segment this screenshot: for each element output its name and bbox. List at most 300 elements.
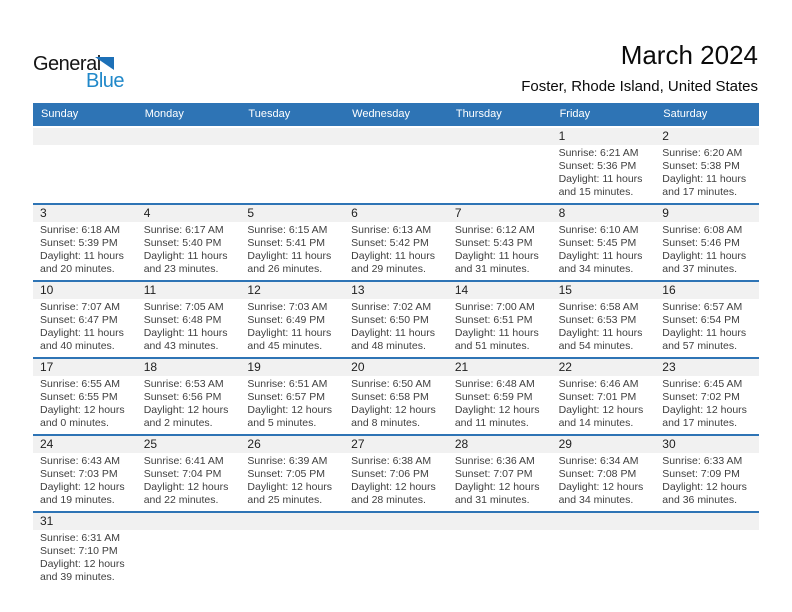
day-details <box>240 376 344 434</box>
day-details <box>137 145 241 151</box>
day-number-band <box>33 436 137 453</box>
sunset-text: Sunset: 7:09 PM <box>662 468 740 480</box>
week-row <box>33 282 759 359</box>
daylight-text-line1: Daylight: 12 hours <box>247 481 333 493</box>
sunrise-text: Sunrise: 6:39 AM <box>247 455 328 467</box>
sunrise-text: Sunrise: 6:57 AM <box>662 301 743 313</box>
sunset-text: Sunset: 6:57 PM <box>247 391 326 403</box>
day-number: 24 <box>40 437 54 451</box>
day-number: 23 <box>662 360 676 374</box>
weekday-header-saturday: Saturday <box>663 108 708 120</box>
sunset-text: Sunset: 5:36 PM <box>558 160 637 172</box>
day-details <box>137 530 241 536</box>
sunset-text: Sunset: 5:40 PM <box>143 237 222 249</box>
empty-day-cell <box>240 128 344 203</box>
empty-day-cell <box>655 513 759 588</box>
weekday-header-sunday: Sunday <box>41 108 79 120</box>
day-number: 31 <box>40 514 54 528</box>
sunset-text: Sunset: 5:39 PM <box>40 237 118 249</box>
day-number-band <box>552 359 656 376</box>
day-cell <box>33 359 137 434</box>
week-row <box>33 436 759 513</box>
day-details <box>552 453 656 511</box>
day-number-band <box>344 436 448 453</box>
sunrise-text: Sunrise: 6:46 AM <box>558 378 639 390</box>
daylight-text-line1: Daylight: 12 hours <box>662 481 747 493</box>
day-details <box>137 299 241 357</box>
day-number-band <box>448 359 552 376</box>
sunrise-text: Sunrise: 6:34 AM <box>558 455 639 467</box>
day-number: 4 <box>143 206 151 220</box>
day-cell <box>448 436 552 511</box>
daylight-text-line1: Daylight: 12 hours <box>454 481 540 493</box>
day-details <box>655 222 759 280</box>
day-details <box>344 530 448 536</box>
daylight-text-line2: and 37 minutes. <box>662 263 737 275</box>
day-cell <box>137 436 241 511</box>
day-details <box>552 145 656 203</box>
day-cell <box>33 513 137 588</box>
day-number: 10 <box>40 283 54 297</box>
day-cell <box>240 359 344 434</box>
sunset-text: Sunset: 6:50 PM <box>351 314 429 326</box>
daylight-text-line2: and 34 minutes. <box>558 494 634 506</box>
empty-day-cell <box>448 128 552 203</box>
day-number: 27 <box>351 437 365 451</box>
day-cell <box>137 359 241 434</box>
daylight-text-line1: Daylight: 12 hours <box>558 404 644 416</box>
daylight-text-line1: Daylight: 12 hours <box>558 481 644 493</box>
daylight-text-line1: Daylight: 11 hours <box>143 250 228 262</box>
week-row <box>33 128 759 205</box>
empty-day-cell <box>448 513 552 588</box>
calendar-table <box>33 103 759 588</box>
day-details <box>552 376 656 434</box>
sunrise-text: Sunrise: 6:10 AM <box>558 224 639 236</box>
day-cell <box>240 205 344 280</box>
empty-day-cell <box>344 513 448 588</box>
daylight-text-line1: Daylight: 11 hours <box>40 327 124 339</box>
day-cell <box>344 205 448 280</box>
day-details <box>137 453 241 511</box>
day-number-band <box>137 436 241 453</box>
day-number: 14 <box>454 283 469 297</box>
empty-day-cell <box>240 513 344 588</box>
empty-day-cell <box>344 128 448 203</box>
daylight-text-line2: and 20 minutes. <box>40 263 115 275</box>
day-number-band <box>137 205 241 222</box>
day-details <box>33 299 137 357</box>
week-row <box>33 359 759 436</box>
day-details <box>448 222 552 280</box>
daylight-text-line1: Daylight: 12 hours <box>351 404 436 416</box>
day-details <box>240 145 344 151</box>
day-details <box>344 376 448 434</box>
day-details <box>240 299 344 357</box>
day-number-band <box>137 128 241 145</box>
daylight-text-line2: and 29 minutes. <box>351 263 426 275</box>
empty-day-cell <box>137 128 241 203</box>
day-number-band <box>240 513 344 530</box>
sunset-text: Sunset: 7:03 PM <box>40 468 118 480</box>
day-number: 8 <box>558 206 566 220</box>
day-details <box>552 222 656 280</box>
day-number-band <box>344 128 448 145</box>
day-number: 26 <box>247 437 261 451</box>
sunrise-text: Sunrise: 6:43 AM <box>40 455 120 467</box>
daylight-text-line1: Daylight: 11 hours <box>454 250 539 262</box>
day-number-band <box>552 282 656 299</box>
day-details <box>552 530 656 536</box>
daylight-text-line1: Daylight: 11 hours <box>351 327 435 339</box>
daylight-text-line1: Daylight: 12 hours <box>247 404 333 416</box>
daylight-text-line1: Daylight: 12 hours <box>143 404 229 416</box>
day-cell <box>655 205 759 280</box>
sunrise-text: Sunrise: 6:13 AM <box>351 224 432 236</box>
sunset-text: Sunset: 7:02 PM <box>662 391 740 403</box>
sunrise-text: Sunrise: 6:21 AM <box>558 147 639 159</box>
sunrise-text: Sunrise: 6:36 AM <box>454 455 535 467</box>
sunset-text: Sunset: 6:47 PM <box>40 314 118 326</box>
sunset-text: Sunset: 6:49 PM <box>247 314 326 326</box>
day-number: 9 <box>662 206 669 220</box>
day-number: 1 <box>558 129 566 143</box>
day-details <box>655 299 759 357</box>
sunrise-text: Sunrise: 7:05 AM <box>143 301 224 313</box>
day-cell <box>33 436 137 511</box>
daylight-text-line1: Daylight: 11 hours <box>558 250 643 262</box>
day-number-band <box>448 436 552 453</box>
weekday-header-wednesday: Wednesday <box>352 108 411 120</box>
logo-text-blue: Blue <box>86 70 125 92</box>
day-cell <box>655 282 759 357</box>
day-number-band <box>240 282 344 299</box>
day-number-band <box>655 205 759 222</box>
sunset-text: Sunset: 7:08 PM <box>558 468 637 480</box>
daylight-text-line2: and 51 minutes. <box>454 340 530 352</box>
day-details <box>344 145 448 151</box>
sunrise-text: Sunrise: 6:53 AM <box>143 378 224 390</box>
day-number-band <box>655 359 759 376</box>
day-details <box>344 453 448 511</box>
day-number: 18 <box>143 360 158 374</box>
daylight-text-line2: and 0 minutes. <box>40 417 109 429</box>
logo-text-general: General <box>33 53 101 75</box>
day-details <box>240 530 344 536</box>
day-number-band <box>344 205 448 222</box>
sunrise-text: Sunrise: 6:48 AM <box>454 378 535 390</box>
day-details <box>448 376 552 434</box>
day-number-band <box>655 436 759 453</box>
page-subtitle: Foster, Rhode Island, United States <box>521 78 758 95</box>
day-number: 19 <box>247 360 261 374</box>
day-number: 30 <box>662 437 676 451</box>
daylight-text-line1: Daylight: 11 hours <box>247 250 332 262</box>
weekday-header-row <box>33 103 759 126</box>
sunrise-text: Sunrise: 6:51 AM <box>247 378 328 390</box>
sunset-text: Sunset: 6:56 PM <box>143 391 222 403</box>
daylight-text-line2: and 31 minutes. <box>454 263 530 275</box>
daylight-text-line2: and 19 minutes. <box>40 494 115 506</box>
day-number-band <box>552 128 656 145</box>
day-number-band <box>655 128 759 145</box>
daylight-text-line2: and 2 minutes. <box>143 417 213 429</box>
day-number-band <box>240 359 344 376</box>
day-number: 15 <box>558 283 572 297</box>
daylight-text-line2: and 8 minutes. <box>351 417 421 429</box>
day-number: 2 <box>662 129 669 143</box>
day-number: 5 <box>247 206 255 220</box>
day-cell <box>655 128 759 203</box>
daylight-text-line2: and 39 minutes. <box>40 571 115 583</box>
sunset-text: Sunset: 7:10 PM <box>40 545 118 557</box>
sunset-text: Sunset: 6:55 PM <box>40 391 118 403</box>
day-number: 22 <box>558 360 572 374</box>
daylight-text-line2: and 31 minutes. <box>454 494 530 506</box>
day-cell <box>552 359 656 434</box>
day-number-band <box>448 128 552 145</box>
day-details <box>240 222 344 280</box>
day-cell <box>137 205 241 280</box>
daylight-text-line2: and 5 minutes. <box>247 417 317 429</box>
day-details <box>655 376 759 434</box>
weekday-header-friday: Friday <box>559 108 591 120</box>
daylight-text-line2: and 34 minutes. <box>558 263 634 275</box>
empty-day-cell <box>137 513 241 588</box>
sunset-text: Sunset: 7:05 PM <box>247 468 326 480</box>
sunset-text: Sunset: 6:54 PM <box>662 314 740 326</box>
page-title: March 2024 <box>620 40 758 70</box>
day-cell <box>552 282 656 357</box>
sunrise-text: Sunrise: 6:17 AM <box>143 224 224 236</box>
day-number: 7 <box>454 206 462 220</box>
daylight-text-line2: and 23 minutes. <box>143 263 219 275</box>
day-number-band <box>655 282 759 299</box>
day-number-band <box>33 282 137 299</box>
day-details <box>33 530 137 588</box>
day-details <box>448 453 552 511</box>
day-number: 28 <box>454 437 469 451</box>
day-number: 6 <box>351 206 358 220</box>
day-number-band <box>137 282 241 299</box>
daylight-text-line2: and 11 minutes. <box>454 417 529 429</box>
day-number: 3 <box>40 206 47 220</box>
sunset-text: Sunset: 6:53 PM <box>558 314 637 326</box>
day-number: 25 <box>143 437 158 451</box>
day-cell <box>552 205 656 280</box>
daylight-text-line1: Daylight: 11 hours <box>143 327 228 339</box>
day-number: 17 <box>40 360 54 374</box>
day-details <box>344 222 448 280</box>
day-details <box>344 299 448 357</box>
day-number-band <box>137 359 241 376</box>
daylight-text-line2: and 57 minutes. <box>662 340 737 352</box>
daylight-text-line1: Daylight: 12 hours <box>351 481 436 493</box>
daylight-text-line1: Daylight: 11 hours <box>558 173 643 185</box>
day-number: 21 <box>454 360 469 374</box>
week-row <box>33 513 759 588</box>
sunset-text: Sunset: 7:04 PM <box>143 468 222 480</box>
daylight-text-line2: and 40 minutes. <box>40 340 115 352</box>
sunset-text: Sunset: 5:41 PM <box>247 237 326 249</box>
daylight-text-line1: Daylight: 12 hours <box>40 481 125 493</box>
sunrise-text: Sunrise: 6:33 AM <box>662 455 743 467</box>
daylight-text-line1: Daylight: 12 hours <box>143 481 229 493</box>
daylight-text-line2: and 15 minutes. <box>558 186 634 198</box>
day-number-band <box>344 513 448 530</box>
week-row <box>33 205 759 282</box>
day-details <box>552 299 656 357</box>
day-details <box>240 453 344 511</box>
day-details <box>33 145 137 151</box>
sunset-text: Sunset: 6:48 PM <box>143 314 222 326</box>
daylight-text-line2: and 36 minutes. <box>662 494 737 506</box>
daylight-text-line2: and 26 minutes. <box>247 263 323 275</box>
day-number: 12 <box>247 283 261 297</box>
daylight-text-line2: and 28 minutes. <box>351 494 426 506</box>
day-number: 13 <box>351 283 365 297</box>
sunrise-text: Sunrise: 6:12 AM <box>454 224 535 236</box>
sunset-text: Sunset: 5:38 PM <box>662 160 740 172</box>
day-number-band <box>344 359 448 376</box>
day-number-band <box>552 513 656 530</box>
sunrise-text: Sunrise: 7:07 AM <box>40 301 120 313</box>
day-number: 20 <box>351 360 365 374</box>
sunset-text: Sunset: 6:59 PM <box>454 391 533 403</box>
daylight-text-line1: Daylight: 11 hours <box>40 250 124 262</box>
day-number-band <box>552 205 656 222</box>
sunrise-text: Sunrise: 6:20 AM <box>662 147 743 159</box>
sunrise-text: Sunrise: 6:45 AM <box>662 378 743 390</box>
daylight-text-line1: Daylight: 11 hours <box>662 173 747 185</box>
sunset-text: Sunset: 7:01 PM <box>558 391 637 403</box>
daylight-text-line1: Daylight: 12 hours <box>662 404 747 416</box>
day-cell <box>655 359 759 434</box>
weekday-header-monday: Monday <box>144 108 184 120</box>
day-details <box>655 145 759 203</box>
day-cell <box>448 359 552 434</box>
day-cell <box>552 128 656 203</box>
sunset-text: Sunset: 7:06 PM <box>351 468 429 480</box>
day-number-band <box>448 205 552 222</box>
day-number: 11 <box>143 283 157 297</box>
day-details <box>448 530 552 536</box>
sunrise-text: Sunrise: 6:41 AM <box>143 455 224 467</box>
day-number-band <box>552 436 656 453</box>
daylight-text-line1: Daylight: 11 hours <box>558 327 643 339</box>
sunrise-text: Sunrise: 6:18 AM <box>40 224 120 236</box>
sunrise-text: Sunrise: 6:08 AM <box>662 224 743 236</box>
daylight-text-line1: Daylight: 12 hours <box>40 558 125 570</box>
calendar-grid <box>33 128 759 588</box>
daylight-text-line1: Daylight: 11 hours <box>351 250 435 262</box>
day-number-band <box>448 513 552 530</box>
daylight-text-line2: and 43 minutes. <box>143 340 219 352</box>
sunset-text: Sunset: 5:46 PM <box>662 237 740 249</box>
day-number-band <box>240 128 344 145</box>
day-number: 29 <box>558 437 572 451</box>
sunrise-text: Sunrise: 6:31 AM <box>40 532 120 544</box>
weekday-header-tuesday: Tuesday <box>248 108 291 120</box>
day-details <box>655 453 759 511</box>
day-number-band <box>655 513 759 530</box>
weekday-header-thursday: Thursday <box>455 108 502 120</box>
daylight-text-line2: and 17 minutes. <box>662 417 737 429</box>
sunrise-text: Sunrise: 6:15 AM <box>247 224 328 236</box>
sunrise-text: Sunrise: 6:38 AM <box>351 455 432 467</box>
day-cell <box>655 436 759 511</box>
day-cell <box>552 436 656 511</box>
daylight-text-line2: and 25 minutes. <box>247 494 323 506</box>
sunrise-text: Sunrise: 7:03 AM <box>247 301 328 313</box>
general-blue-logo <box>33 45 143 93</box>
day-cell <box>33 205 137 280</box>
day-number-band <box>344 282 448 299</box>
day-cell <box>344 436 448 511</box>
day-cell <box>240 436 344 511</box>
day-cell <box>240 282 344 357</box>
daylight-text-line2: and 17 minutes. <box>662 186 737 198</box>
daylight-text-line1: Daylight: 11 hours <box>247 327 332 339</box>
day-details <box>33 376 137 434</box>
sunrise-text: Sunrise: 7:02 AM <box>351 301 432 313</box>
daylight-text-line2: and 45 minutes. <box>247 340 323 352</box>
sunset-text: Sunset: 6:51 PM <box>454 314 533 326</box>
daylight-text-line2: and 22 minutes. <box>143 494 219 506</box>
day-number-band <box>33 513 137 530</box>
day-details <box>655 530 759 536</box>
empty-day-cell <box>33 128 137 203</box>
day-cell <box>448 205 552 280</box>
day-number-band <box>33 205 137 222</box>
day-cell <box>448 282 552 357</box>
sunrise-text: Sunrise: 6:50 AM <box>351 378 432 390</box>
sunset-text: Sunset: 5:43 PM <box>454 237 533 249</box>
sunrise-text: Sunrise: 6:58 AM <box>558 301 639 313</box>
daylight-text-line1: Daylight: 11 hours <box>662 327 747 339</box>
day-details <box>33 453 137 511</box>
daylight-text-line2: and 48 minutes. <box>351 340 426 352</box>
day-number-band <box>33 359 137 376</box>
daylight-text-line2: and 14 minutes. <box>558 417 634 429</box>
day-cell <box>137 282 241 357</box>
day-cell <box>344 359 448 434</box>
day-details <box>137 376 241 434</box>
sunrise-text: Sunrise: 6:55 AM <box>40 378 120 390</box>
day-cell <box>33 282 137 357</box>
day-number-band <box>240 205 344 222</box>
sunrise-text: Sunrise: 7:00 AM <box>454 301 535 313</box>
sunset-text: Sunset: 5:45 PM <box>558 237 637 249</box>
day-details <box>448 145 552 151</box>
daylight-text-line1: Daylight: 11 hours <box>454 327 539 339</box>
day-number-band <box>137 513 241 530</box>
day-number: 16 <box>662 283 676 297</box>
day-cell <box>344 282 448 357</box>
day-number-band <box>448 282 552 299</box>
daylight-text-line1: Daylight: 12 hours <box>40 404 125 416</box>
empty-day-cell <box>552 513 656 588</box>
day-number-band <box>33 128 137 145</box>
day-number-band <box>240 436 344 453</box>
daylight-text-line1: Daylight: 12 hours <box>454 404 540 416</box>
day-details <box>33 222 137 280</box>
daylight-text-line2: and 54 minutes. <box>558 340 634 352</box>
sunset-text: Sunset: 5:42 PM <box>351 237 429 249</box>
daylight-text-line1: Daylight: 11 hours <box>662 250 747 262</box>
day-details <box>137 222 241 280</box>
sunset-text: Sunset: 6:58 PM <box>351 391 429 403</box>
